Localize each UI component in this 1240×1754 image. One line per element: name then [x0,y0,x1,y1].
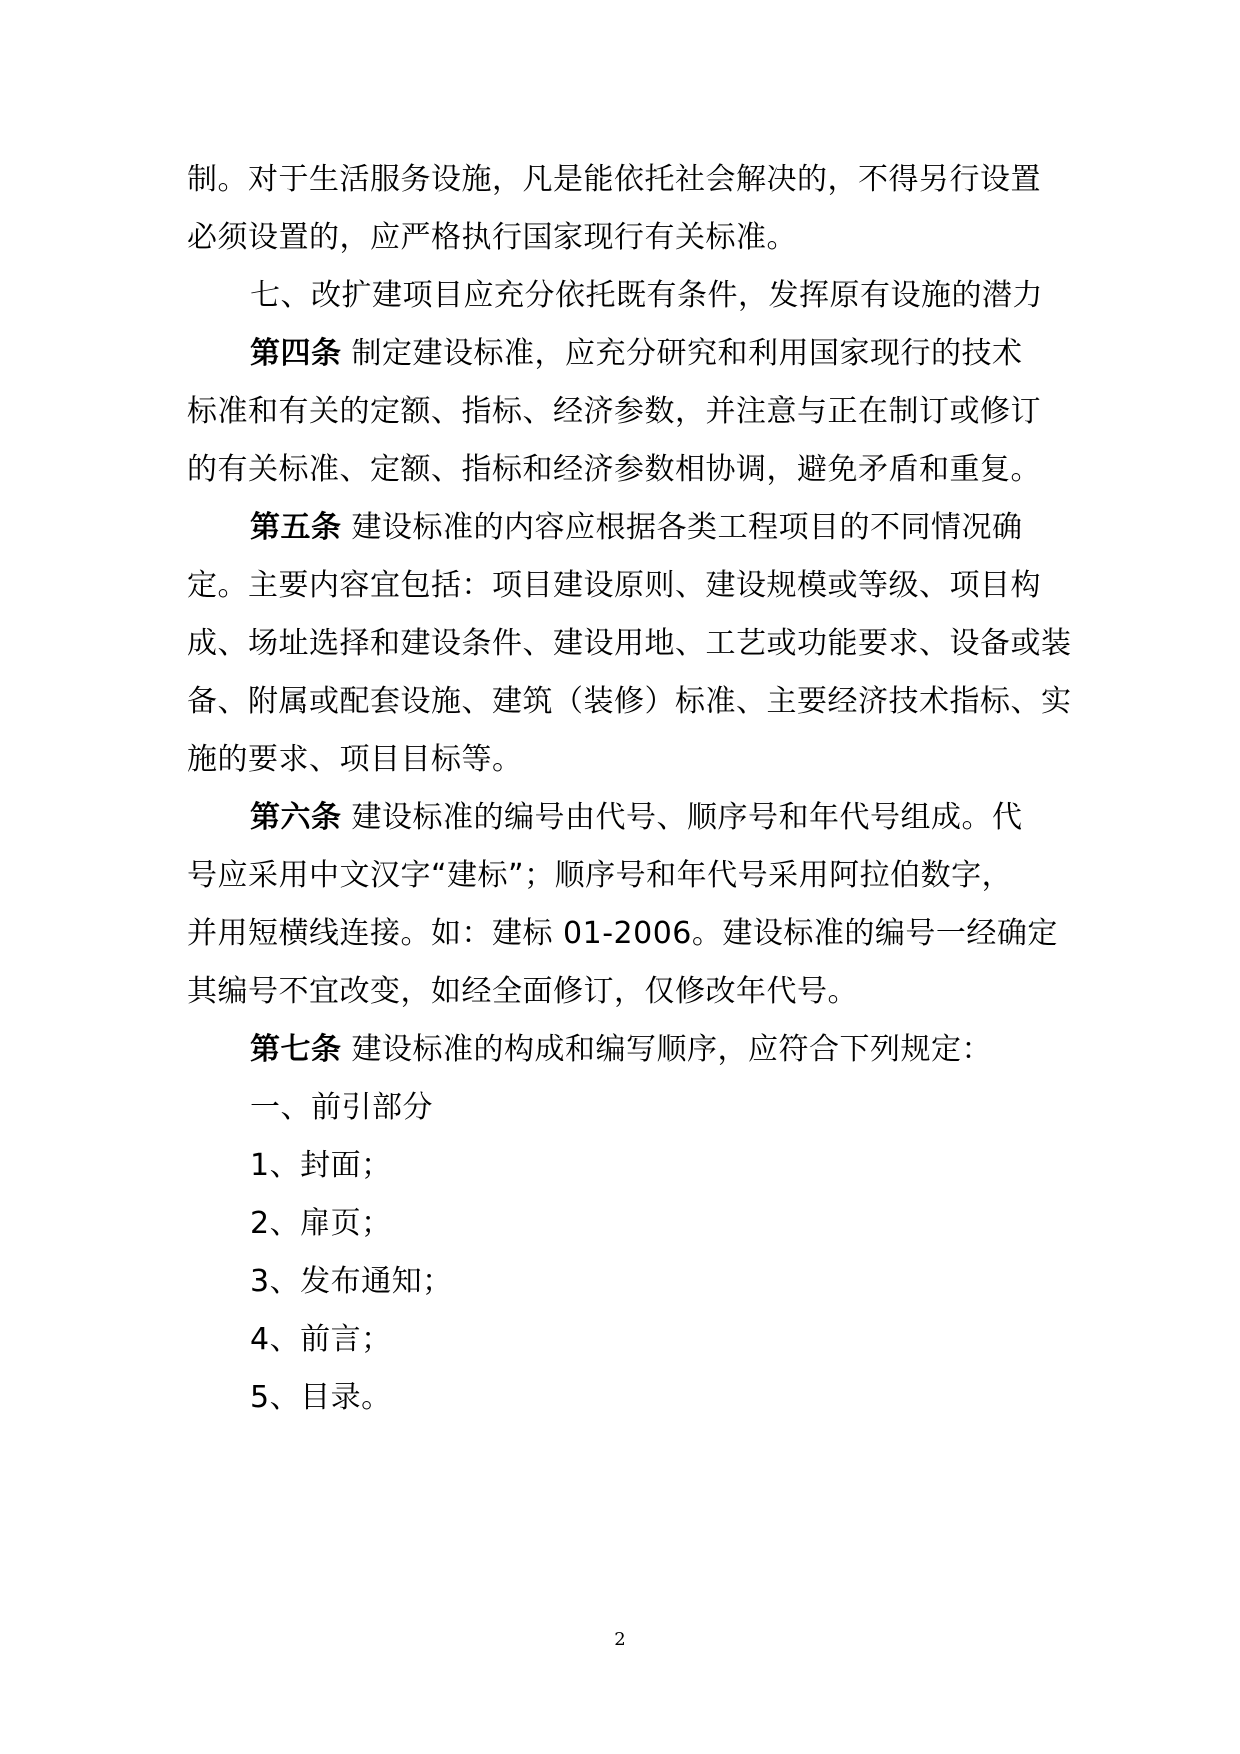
text-line-3: 七、改扩建项目应充分依托既有条件，发挥原有设施的潜力 [250,278,1043,313]
text-line-1: 制。对于生活服务设施，凡是能依托社会解决的，不得另行设置 [187,162,1041,197]
article-5-heading: 第五条 建设标准的内容应根据各类工程项目的不同情况确 [250,510,1023,545]
article-label: 第五条 [250,510,342,545]
page-number: 2 [614,1629,626,1650]
text-line-13: 号应采用中文汉字“建标”；顺序号和年代号采用阿拉伯数字， [187,858,1013,893]
list-item: 1、封面； [250,1148,392,1183]
text-line-11: 施的要求、项目目标等。 [187,742,523,777]
list-item: 3、发布通知； [250,1264,453,1299]
article-7-heading: 第七条 建设标准的构成和编写顺序，应符合下列规定： [250,1032,993,1067]
text-line-14: 并用短横线连接。如：建标 01-2006。建设标准的编号一经确定 [187,916,1058,951]
text-line-15: 其编号不宜改变，如经全面修订，仅修改年代号。 [187,974,858,1009]
text-line-6: 的有关标准、定额、指标和经济参数相协调，避免矛盾和重复。 [187,452,1041,487]
list-item: 5、目录。 [250,1380,392,1415]
article-6-heading: 第六条 建设标准的编号由代号、顺序号和年代号组成。代 [250,800,1023,835]
list-item: 2、扉页； [250,1206,392,1241]
list-item: 4、前言； [250,1322,392,1357]
text-line-8: 定。主要内容宜包括：项目建设原则、建设规模或等级、项目构 [187,568,1041,603]
article-label: 第四条 [250,336,342,371]
article-label: 第六条 [250,800,342,835]
section-heading: 一、前引部分 [250,1090,433,1125]
article-4-heading: 第四条 制定建设标准，应充分研究和利用国家现行的技术 [250,336,1023,371]
text-line-2: 必须设置的，应严格执行国家现行有关标准。 [187,220,797,255]
text-line-10: 备、附属或配套设施、建筑（装修）标准、主要经济技术指标、实 [187,684,1072,719]
article-label: 第七条 [250,1032,342,1067]
text-line-5: 标准和有关的定额、指标、经济参数，并注意与正在制订或修订 [187,394,1041,429]
text-line-9: 成、场址选择和建设条件、建设用地、工艺或功能要求、设备或装 [187,626,1072,661]
